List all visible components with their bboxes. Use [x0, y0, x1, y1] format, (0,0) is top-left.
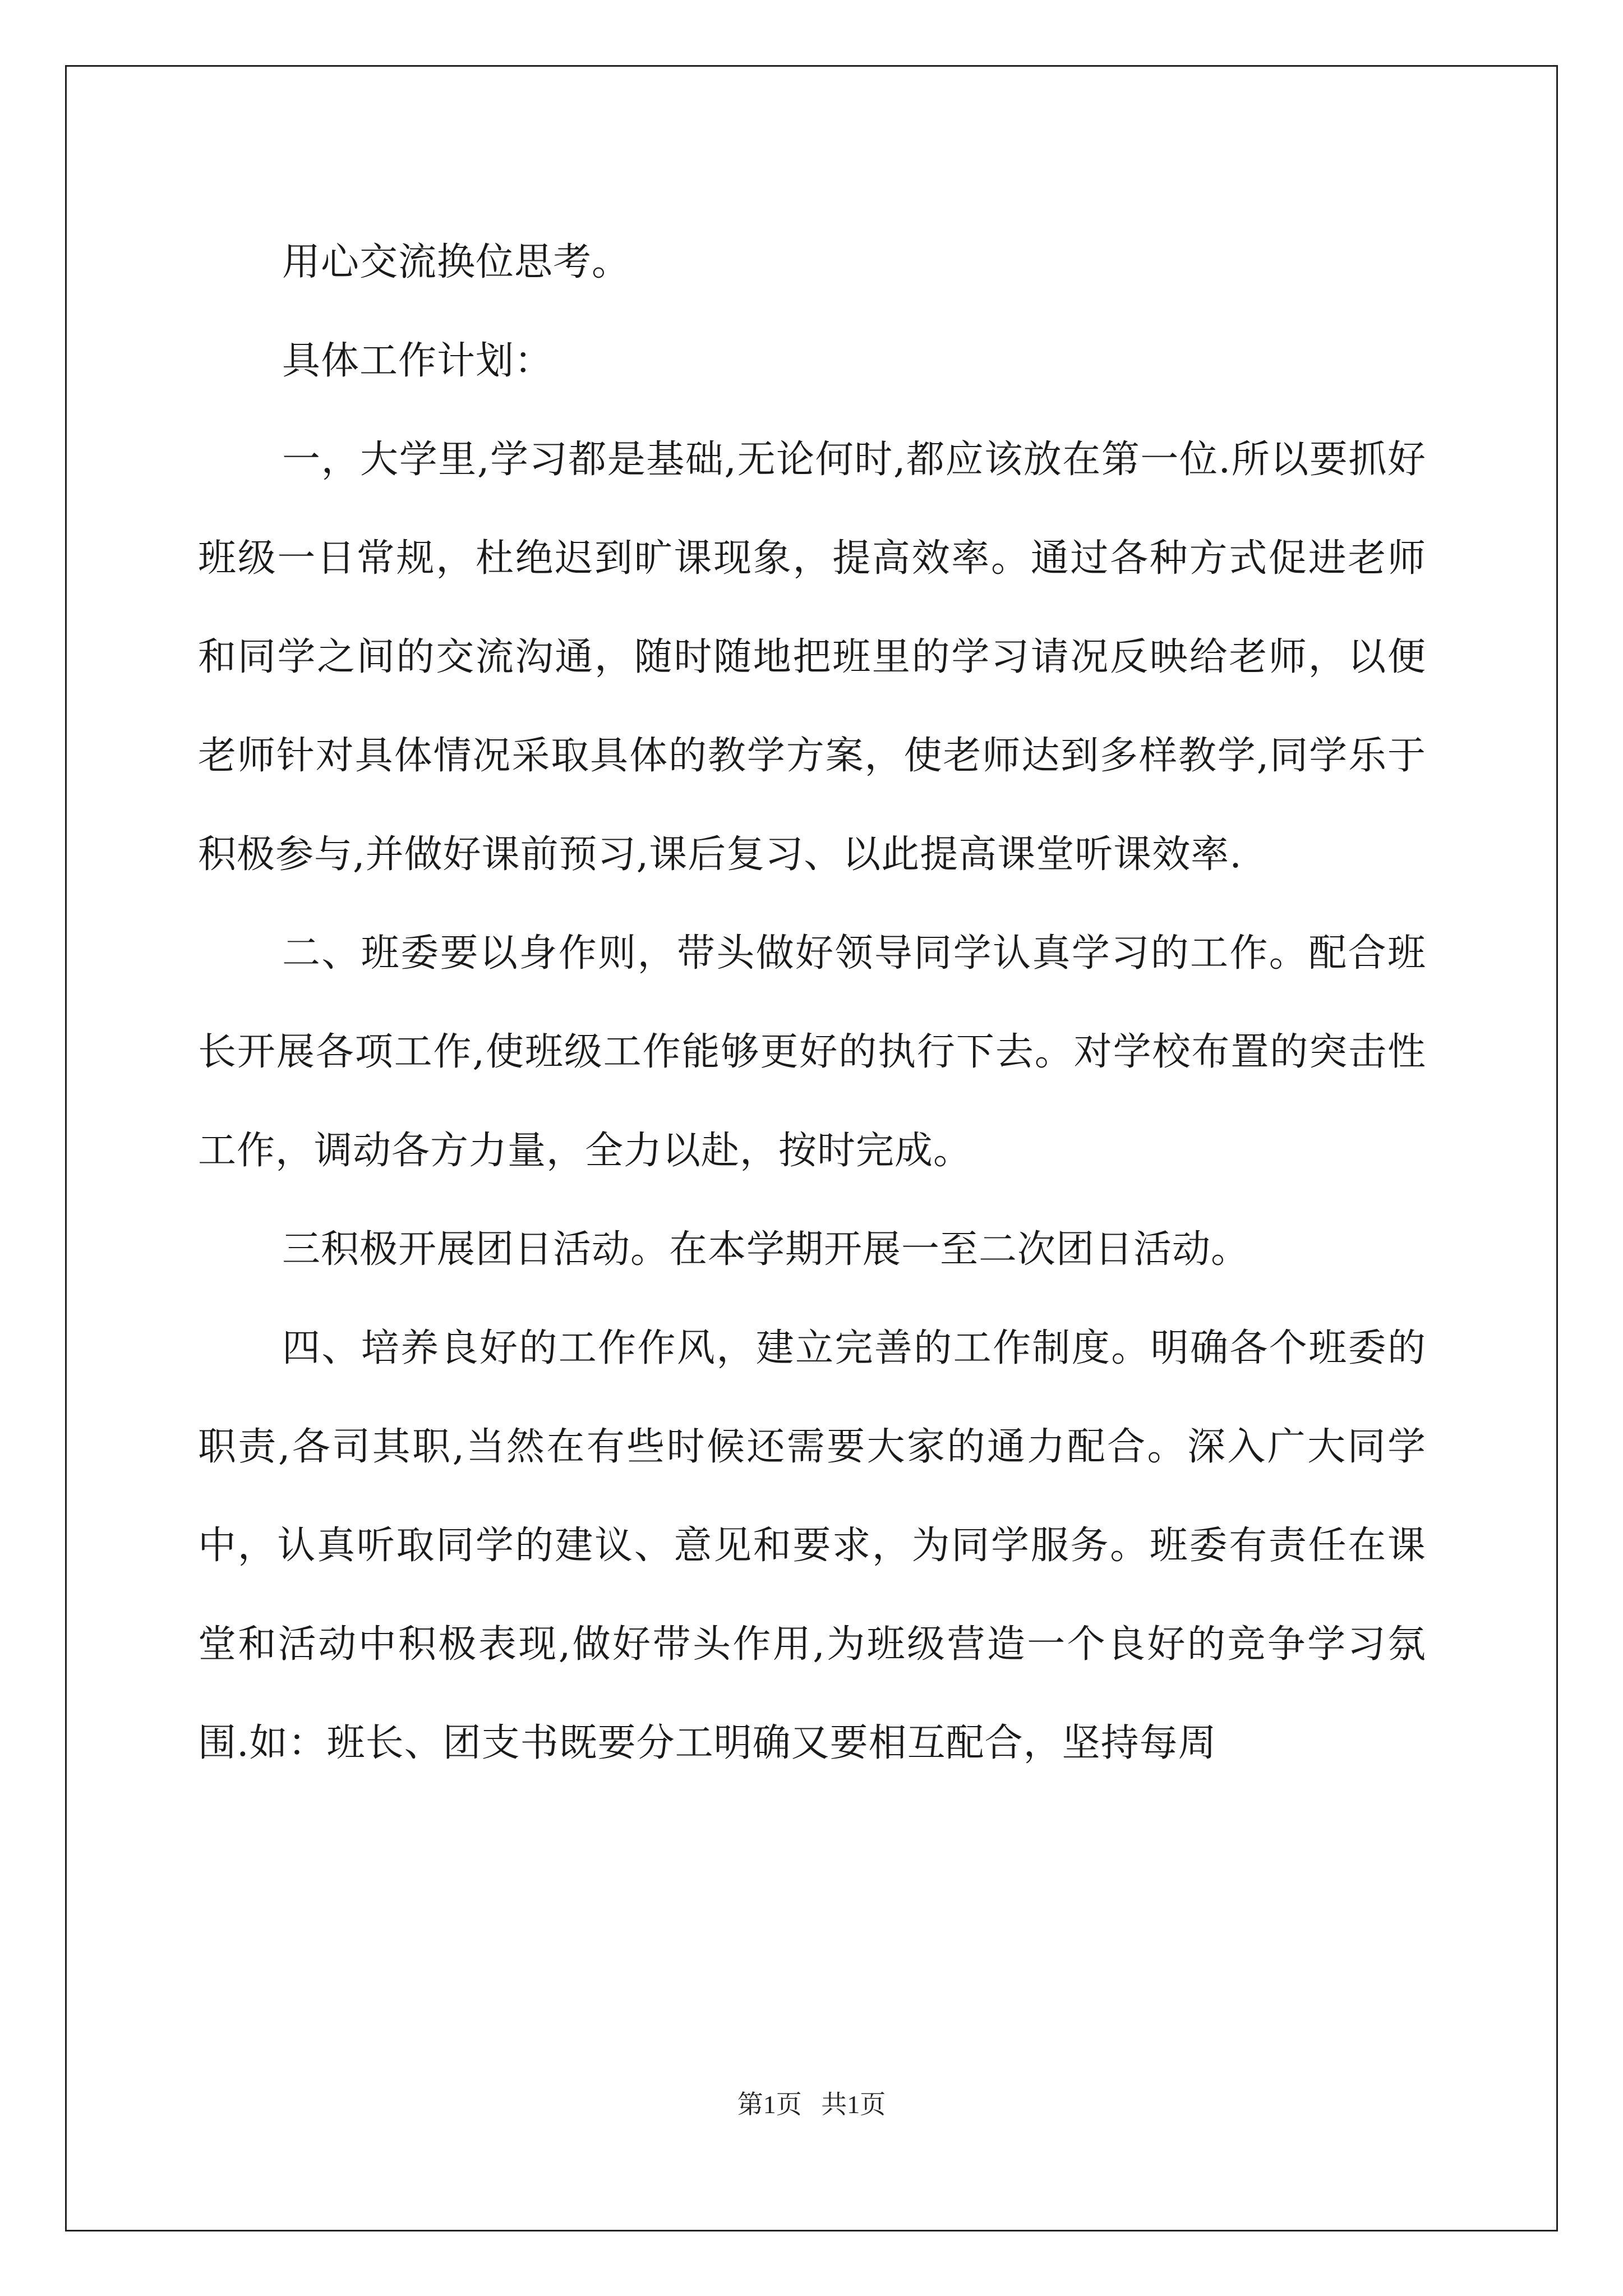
paragraph-2: 具体工作计划： — [282, 339, 554, 383]
paragraph-4: 二、班委要以身作则，带头做好领导同学认真学习的工作。配合班长开展各项工作,使班级工作能够更好的执行下去。对学校布置的突击性工作，调动各方力量，全力以赴，按时完成。 — [198, 931, 1426, 1173]
paragraph-1: 用心交流换位思考。 — [282, 240, 631, 284]
paragraph-5: 三积极开展团日活动。在本学期开展一至二次团日活动。 — [282, 1227, 1250, 1272]
document-body — [198, 213, 1426, 1793]
paragraph-3: 一，大学里,学习都是基础,无论何时,都应该放在第一位.所以要抓好班级一日常规，杜绝迟到旷课现象，提高效率。通过各种方式促进老师和同学之间的交流沟通，随时随地把班里的学习请况反映给老师，以便老师针对具体情况采取具体的教学方案，使老师达到多样教学,同学乐于积极参与,并做好课前预习,课后复习、以此提高课堂听课效率. — [198, 438, 1426, 877]
page-number-footer: 第1页 共1页 — [737, 2090, 886, 2119]
paragraph-6: 四、培养良好的工作作风，建立完善的工作制度。明确各个班委的职责,各司其职,当然在有些时候还需要大家的通力配合。深入广大同学中，认真听取同学的建议、意见和要求，为同学服务。班委有责任在课堂和活动中积极表现,做好带头作用,为班级营造一个良好的竞争学习氛围.如：班长、团支书既要分工明确又要相互配合，坚持每周 — [198, 1326, 1426, 1765]
